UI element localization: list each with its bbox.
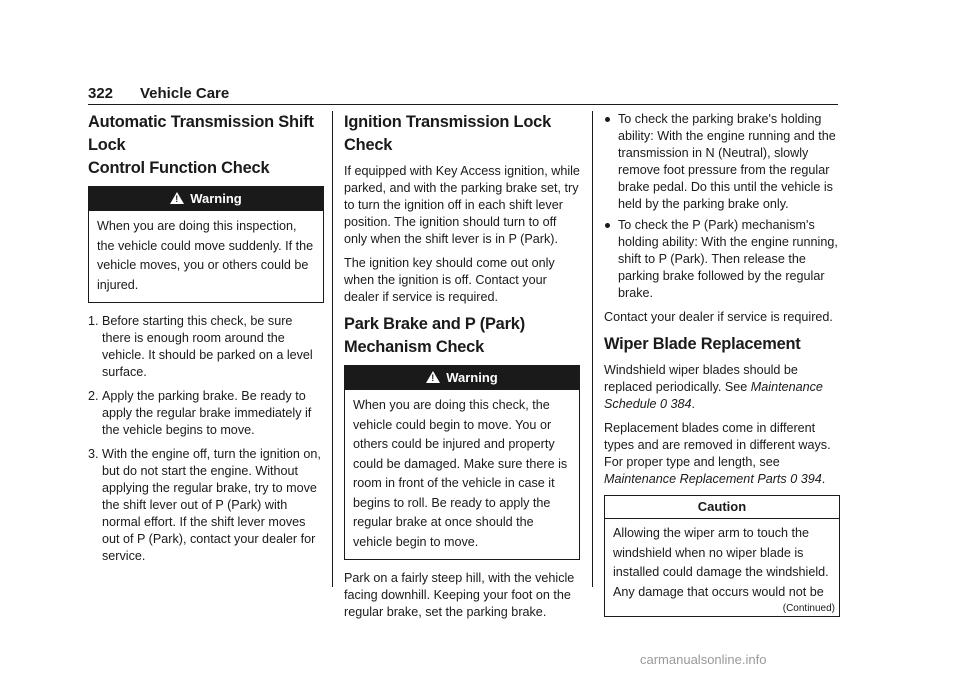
continued-label: (Continued) [782,603,835,614]
heading-ignition-lock-check: Ignition Transmission Lock Check [344,113,551,154]
bullet-icon [605,117,610,122]
page-reference[interactable]: 0 384 [660,397,692,411]
paragraph: Park on a fairly steep hill, with the vehicle facing downhill. Keeping your foot on the regular brake, set the parking brake. [344,571,575,619]
heading-wiper-blade: Wiper Blade Replacement [604,335,801,353]
steps-list [88,313,324,565]
paragraph: Windshield wiper blades should be replaced periodically. See Maintenance Schedule 0 384. [604,363,823,411]
column-1 [88,111,324,572]
cross-reference-link[interactable]: Maintenance Schedule [604,380,823,411]
paragraph: Contact your dealer if service is required. [604,310,833,324]
page-header [88,84,838,104]
warning-label: Warning [446,370,498,385]
heading-shift-lock-check: Automatic Transmission Shift Lock Control Function Check [88,113,314,177]
page-number: 322 [88,85,114,102]
page-reference[interactable]: 0 394 [790,472,822,486]
header-divider [88,104,838,105]
cross-reference-link[interactable]: Maintenance Replacement Parts [604,472,787,486]
warning-text: When you are doing this check, the vehicle could begin to move. You or others could be injured and property could be damaged. Make sure there is room in front of the vehicle in case it begins to roll. Be ready to apply the regular brake at once should the vehicle begin to move. [353,398,568,549]
caution-label: Caution [605,496,839,519]
list-item: To check the P (Park) mechanism's holding ability: With the engine running, shift to P (Park). Then release the parking brake followed by the regular brake. [604,217,840,302]
caution-box [604,495,840,617]
caution-text: Allowing the wiper arm to touch the windshield when no wiper blade is installed could damage the windshield. Any damage that occurs would not be [613,526,829,599]
paragraph: The ignition key should come out only when the ignition is off. Contact your dealer if service is required. [344,256,555,304]
warning-box [344,365,580,560]
section-title: Vehicle Care [140,85,230,102]
column-2 [344,111,580,628]
warning-triangle-icon: ! [426,371,440,383]
list-item: 1. Before starting this check, be sure there is enough room around the vehicle. It should be parked on a level surface. [88,314,313,379]
bullet-icon [605,223,610,228]
watermark: carmanualsonline.info [640,652,767,667]
bullet-list [604,111,840,302]
list-item: 3. With the engine off, turn the ignition on, but do not start the engine. Without applying the regular brake, try to move the shift lever out of P (Park) with normal effort. If the shift lever moves out of P (Park), contact your dealer for service. [88,447,321,563]
warning-text: When you are doing this inspection, the vehicle could move suddenly. If the vehicle moves, you or others could be injured. [97,219,314,292]
column-divider [592,111,593,587]
column-divider [332,111,333,587]
warning-header [89,187,323,211]
list-item: To check the parking brake's holding ability: With the engine running and the transmission in N (Neutral), slowly remove foot pressure from the regular brake pedal. Do this until the vehicle is held by the parking brake only. [604,111,840,213]
warning-box [88,186,324,303]
warning-header [345,366,579,390]
heading-park-brake-check: Park Brake and P (Park) Mechanism Check [344,315,525,356]
list-item: 2. Apply the parking brake. Be ready to apply the regular brake immediately if the vehicle begins to move. [88,389,312,437]
warning-triangle-icon: ! [170,192,184,204]
paragraph: If equipped with Key Access ignition, while parked, and with the parking brake set, try to turn the ignition off in each shift lever position. The ignition should turn to off only when the shift lever is in P (Park). [344,164,580,246]
column-3 [604,111,840,617]
warning-label: Warning [190,191,242,206]
paragraph: Replacement blades come in different types and are removed in different ways. For proper type and length, see Maintenance Replacement Parts 0 394. [604,421,831,486]
